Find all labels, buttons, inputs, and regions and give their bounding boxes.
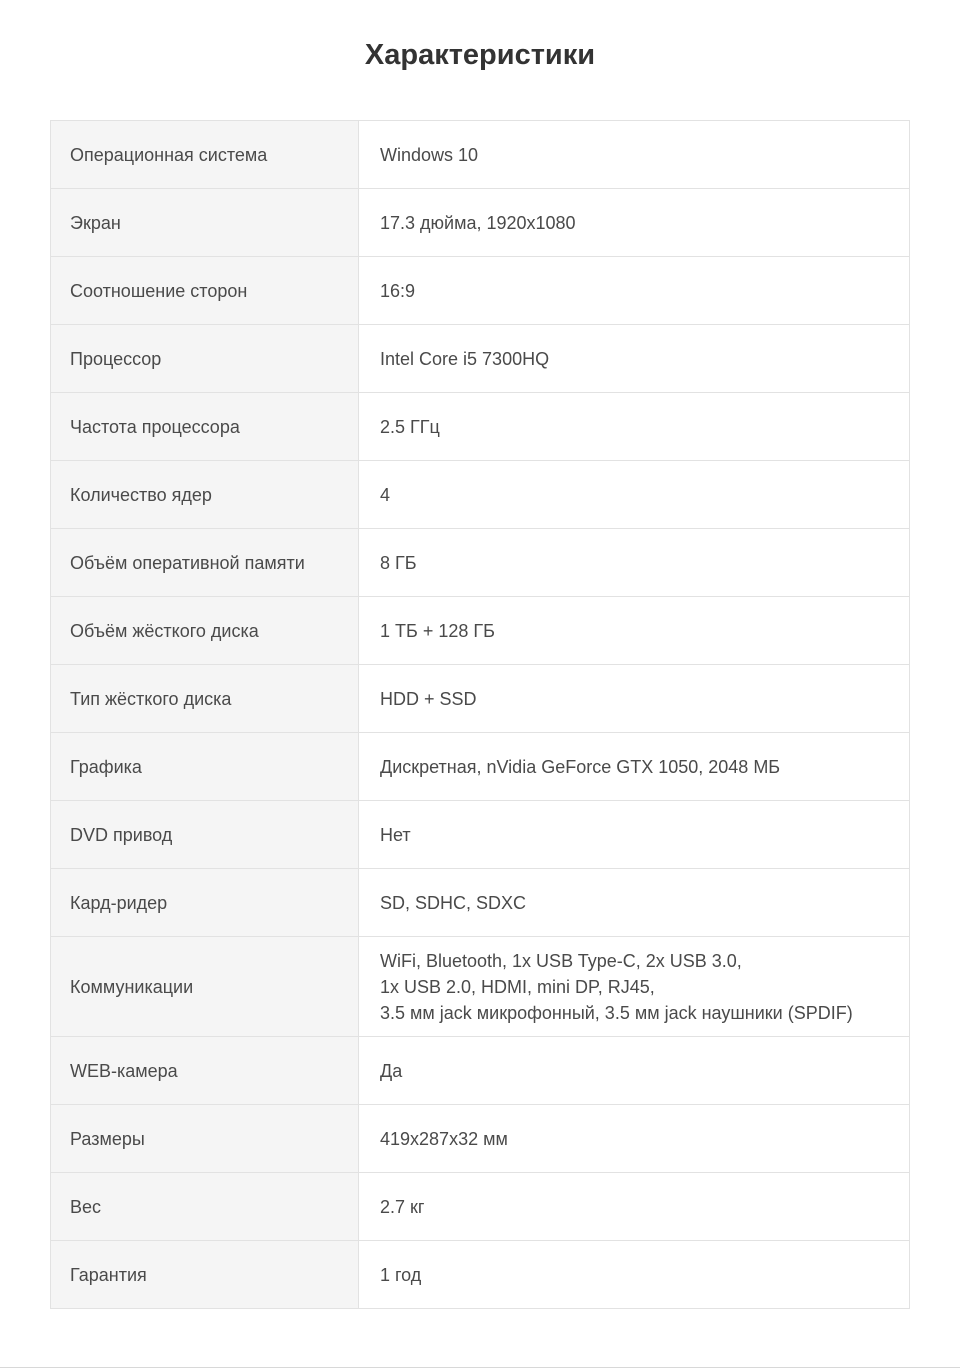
spec-value-line: Дискретная, nVidia GeForce GTX 1050, 2048 МБ (380, 756, 781, 777)
spec-label: Коммуникации (51, 937, 359, 1037)
spec-value-line: Intel Core i5 7300HQ (380, 348, 550, 369)
spec-label: Частота процессора (51, 393, 359, 461)
spec-value-line: WiFi, Bluetooth, 1x USB Type-C, 2x USB 3.0, (380, 950, 742, 971)
spec-row (51, 665, 910, 733)
spec-label: Процессор (51, 325, 359, 393)
spec-label: Объём оперативной памяти (51, 529, 359, 597)
spec-row (51, 1241, 910, 1309)
spec-row (51, 121, 910, 189)
spec-value-line: HDD + SSD (380, 688, 477, 709)
spec-value-line: 16:9 (380, 280, 416, 301)
spec-value-line: 1 ТБ + 128 ГБ (380, 620, 495, 641)
spec-value (359, 461, 910, 529)
spec-value (359, 325, 910, 393)
spec-value-line: 1 год (380, 1264, 422, 1285)
spec-value (359, 665, 910, 733)
spec-row (51, 597, 910, 665)
spec-value-line: 4 (380, 484, 391, 505)
spec-row (51, 733, 910, 801)
spec-value-line: 17.3 дюйма, 1920x1080 (380, 212, 576, 233)
spec-value (359, 733, 910, 801)
spec-value (359, 121, 910, 189)
spec-value-line: Нет (380, 824, 411, 845)
spec-label: Объём жёсткого диска (51, 597, 359, 665)
spec-value-line: 2.7 кг (380, 1196, 425, 1217)
spec-label: Тип жёсткого диска (51, 665, 359, 733)
spec-row (51, 1173, 910, 1241)
spec-value (359, 869, 910, 937)
spec-row (51, 1037, 910, 1105)
spec-row (51, 869, 910, 937)
spec-value (359, 597, 910, 665)
spec-value-line: SD, SDHC, SDXC (380, 892, 527, 913)
spec-row (51, 1105, 910, 1173)
specs-table-body (51, 121, 910, 1309)
spec-row (51, 393, 910, 461)
spec-value-line: 8 ГБ (380, 552, 417, 573)
spec-value-line: 419x287x32 мм (380, 1128, 508, 1149)
spec-label: DVD привод (51, 801, 359, 869)
spec-value (359, 257, 910, 325)
spec-value-line: Да (380, 1060, 403, 1081)
spec-row (51, 801, 910, 869)
spec-value-line: 3.5 мм jack микрофонный, 3.5 мм jack наушники (SPDIF) (380, 1002, 853, 1023)
spec-row (51, 937, 910, 1037)
spec-value-line: Windows 10 (380, 144, 479, 165)
spec-value (359, 393, 910, 461)
spec-label: Вес (51, 1173, 359, 1241)
spec-label: Графика (51, 733, 359, 801)
spec-row (51, 257, 910, 325)
spec-row (51, 325, 910, 393)
spec-value-line: 1x USB 2.0, HDMI, mini DP, RJ45, (380, 976, 655, 997)
spec-value (359, 1241, 910, 1309)
spec-value (359, 1105, 910, 1173)
spec-value-line: 2.5 ГГц (380, 416, 440, 437)
spec-row (51, 189, 910, 257)
spec-row (51, 529, 910, 597)
spec-label: Размеры (51, 1105, 359, 1173)
spec-row (51, 461, 910, 529)
spec-label: Количество ядер (51, 461, 359, 529)
spec-value (359, 529, 910, 597)
bottom-divider (0, 1367, 960, 1368)
spec-label: Кард-ридер (51, 869, 359, 937)
spec-value (359, 1037, 910, 1105)
spec-label: WEB-камера (51, 1037, 359, 1105)
spec-label: Операционная система (51, 121, 359, 189)
spec-value (359, 1173, 910, 1241)
spec-label: Гарантия (51, 1241, 359, 1309)
specs-table (50, 120, 910, 1309)
spec-value (359, 189, 910, 257)
page-title: Характеристики (364, 39, 596, 71)
spec-label: Экран (51, 189, 359, 257)
spec-value (359, 937, 910, 1037)
spec-value (359, 801, 910, 869)
spec-label: Соотношение сторон (51, 257, 359, 325)
